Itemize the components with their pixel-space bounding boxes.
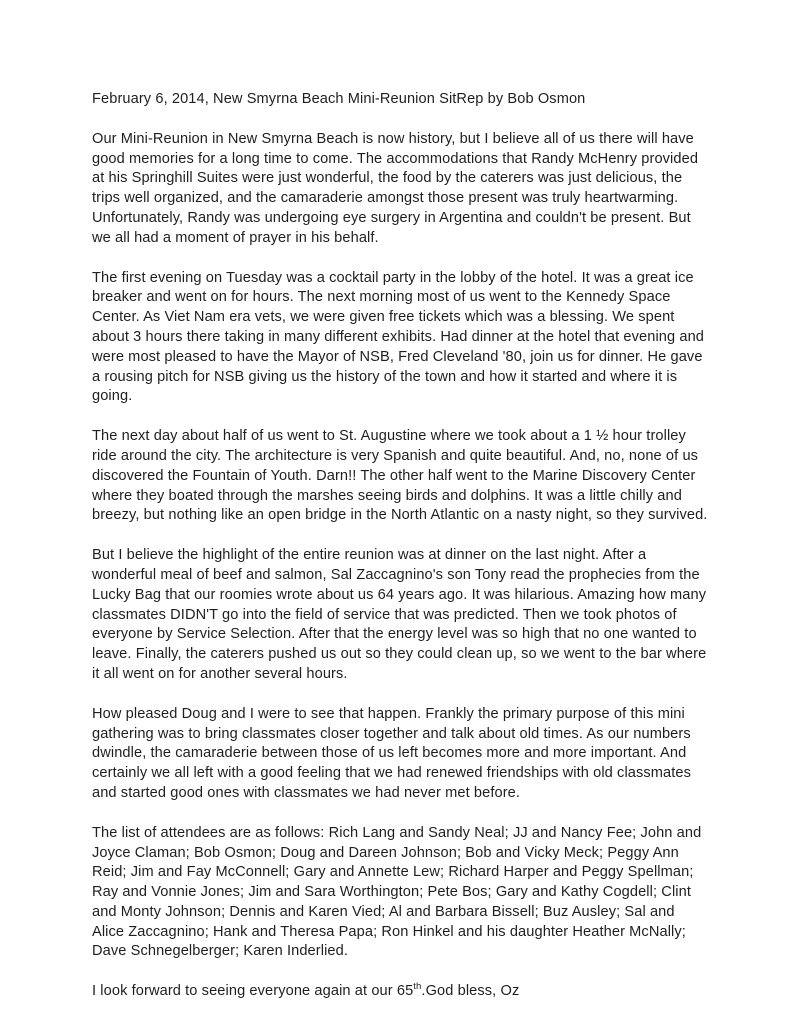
paragraph-attendee-list: The list of attendees are as follows: Rich Lang and Sandy Neal; JJ and Nancy Fee; John and Joyce Claman; Bob Osmon; Doug and Dareen Johnson; Bob and Vicky Meck; Peggy Ann Reid; Jim and Fay McConnell; Gary and Annette Lew; Richard Harper and Peggy Spellman; Ray and Vonnie Jones; Jim and Sara Worthington; Pete Bos; Gary and Kathy Cogdell; Clint and Monty Johnson; Dennis and Karen Vied; Al and Barbara Bissell; Buz Ausley; Sal and Alice Zaccagnino; Hank and Theresa Papa; Ron Hinkel and his daughter Heather McNally; Dave Schnegelberger; Karen Inderlied. [92, 824, 702, 960]
document-body [92, 90, 710, 1002]
ordinal-superscript: th [413, 981, 422, 993]
document-title-line: February 6, 2014, New Smyrna Beach Mini-Reunion SitRep by Bob Osmon [92, 91, 586, 107]
paragraph-last-night-dinner: But I believe the highlight of the entire reunion was at dinner on the last night. After a wonderful meal of beef and salmon, Sal Zaccagnino's son Tony read the prophecies from the Lucky Bag that our roomies wrote about us 64 years ago. It was hilarious. Amazing how many classmates DIDN'T go into the field of service that was predicted. Then we took photos of everyone by Service Selection. After that the energy level was so high that no one wanted to leave. Finally, the caterers pushed us out so they could clean up, so we went to the bar where it all went on for another several hours. [92, 547, 707, 682]
paragraph-intro: Our Mini-Reunion in New Smyrna Beach is now history, but I believe all of us there will have good memories for a long time to come. The accommodations that Randy McHenry provided at his Springhill Suites were just wonderful, the food by the caterers was just delicious, the trips well organized, and the camaraderie amongst those present was truly heartwarming. Unfortunately, Randy was undergoing eye surgery in Argentina and couldn't be present. But we all had a moment of prayer in his behalf. [92, 130, 699, 246]
paragraph-st-augustine: The next day about half of us went to St. Augustine where we took about a 1 ½ hour trolley ride around the city. The architecture is very Spanish and quite beautiful. And, no, none of us discovered the Fountain of Youth. Darn!! The other half went to the Marine Discovery Center where they boated through the marshes seeing birds and dolphins. It was a little chilly and breezy, but nothing like an open bridge in the North Atlantic on a nasty night, so they survived. [92, 428, 708, 524]
paragraph-purpose: How pleased Doug and I were to see that happen. Frankly the primary purpose of this mini gathering was to bring classmates closer together and talk about old times. As our numbers dwindle, the camaraderie between those of us left becomes more and more important. And certainly we all left with a good feeling that we had renewed friendships with old classmates and started good ones with classmates we had never met before. [92, 705, 692, 801]
closing-text-before-superscript: I look forward to seeing everyone again at our 65 [92, 983, 414, 1000]
paragraph-first-evening: The first evening on Tuesday was a cocktail party in the lobby of the hotel. It was a great ice breaker and went on for hours. The next morning most of us went to the Kennedy Space Center. As Viet Nam era vets, we were given free tickets which was a blessing. We spent about 3 hours there taking in many different exhibits. Had dinner at the hotel that evening and were most pleased to have the Mayor of NSB, Fred Cleveland '80, join us for dinner. He gave a rousing pitch for NSB giving us the history of the town and how it started and where it is going. [92, 269, 705, 405]
closing-line [92, 982, 710, 1002]
closing-text-after-superscript: .God bless, Oz [421, 983, 520, 1000]
